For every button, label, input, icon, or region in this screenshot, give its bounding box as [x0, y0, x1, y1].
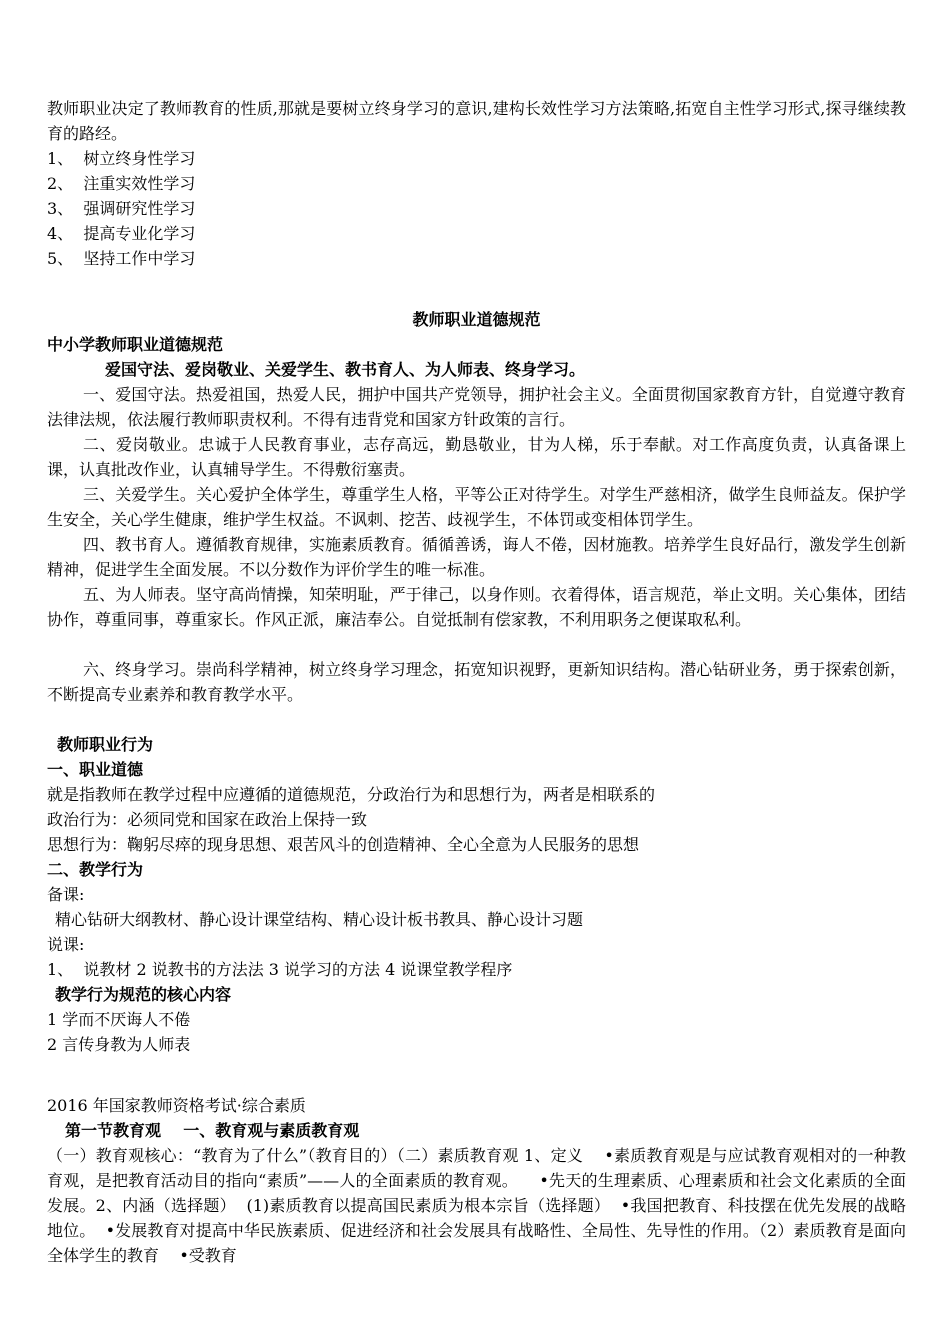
moral-line: 思想行为：鞠躬尽瘁的现身思想、艰苦风斗的创造精神、全心全意为人民服务的思想	[47, 835, 640, 854]
exam-section-heading: 第一节教育观 一、教育观与素质教育观	[65, 1121, 360, 1140]
exam-title: 2016 年国家教师资格考试·综合素质	[47, 1096, 306, 1115]
ethics-title: 教师职业道德规范	[412, 310, 541, 329]
core-item: 2 言传身教为人师表	[47, 1035, 191, 1054]
ethics-section: 一、爱国守法。热爱祖国，热爱人民，拥护中国共产党领导，拥护社会主义。全面贯彻国家教育方针，自觉遵守教育法律法规，依法履行教师职责权利。不得有违背党和国家方针政策的言行。	[47, 385, 906, 429]
moral-line: 政治行为：必须同党和国家在政治上保持一致	[47, 810, 368, 829]
moral-line: 就是指教师在教学过程中应遵循的道德规范，分政治行为和思想行为，两者是相联系的	[47, 785, 656, 804]
ethics-summary: 爱国守法、爱岗敬业、关爱学生、教书育人、为人师表、终身学习。	[105, 360, 586, 379]
intro-list-item: 1、 树立终身性学习	[47, 149, 196, 168]
moral-heading: 一、职业道德	[47, 760, 144, 779]
ethics-section: 五、为人师表。坚守高尚情操，知荣明耻，严于律己，以身作则。衣着得体，语言规范，举止文明。关心集体，团结协作，尊重同事，尊重家长。作风正派，廉洁奉公。自觉抵制有偿家教，不利用职务之便谋取私利。	[47, 585, 906, 629]
exam-body: （一）教育观核心：“教育为了什么”（教育目的）（二）素质教育观 1、定义 •素质教育观是与应试教育观相对的一种教育观，是把教育活动目的指向“素质”——人的全面素质的教育观。 •先天的生理素质、心理素质和社会文化素质的全面发展。2、内涵（选择题） (1)素质教育以提高国民素质为根本宗旨（选择题） •我国把教育、科技摆在优先发展的战略地位。 •发展教育对提高中华民族素质、促进经济和社会发展具有战略性、全局性、先导性的作用。（2）素质教育是面向全体学生的教育 •受教育	[47, 1146, 906, 1265]
prep-content: 精心钻研大纲教材、静心设计课堂结构、精心设计板书教具、静心设计习题	[55, 910, 584, 929]
teaching-heading: 二、教学行为	[47, 860, 144, 879]
intro-list-item: 3、 强调研究性学习	[47, 199, 196, 218]
ethics-subtitle: 中小学教师职业道德规范	[47, 335, 224, 354]
behavior-title: 教师职业行为	[57, 735, 154, 754]
core-item: 1 学而不厌诲人不倦	[47, 1010, 191, 1029]
ethics-section: 四、教书育人。遵循教育规律，实施素质教育。循循善诱，诲人不倦，因材施教。培养学生良好品行，激发学生创新精神，促进学生全面发展。不以分数作为评价学生的唯一标准。	[47, 535, 906, 579]
intro-list-item: 4、 提高专业化学习	[47, 224, 196, 243]
spacer	[47, 632, 906, 657]
intro-list-item: 5、 坚持工作中学习	[47, 249, 196, 268]
talk-content: 1、 说教材 2 说教书的方法法 3 说学习的方法 4 说课堂教学程序	[47, 960, 513, 979]
ethics-section: 三、关爱学生。关心爱护全体学生，尊重学生人格，平等公正对待学生。对学生严慈相济，做学生良师益友。保护学生安全，关心学生健康，维护学生权益。不讽刺、挖苦、歧视学生，不体罚或变相体罚学生。	[47, 485, 906, 529]
intro-list-item: 2、 注重实效性学习	[47, 174, 196, 193]
prep-label: 备课:	[47, 885, 85, 904]
ethics-section: 六、终身学习。崇尚科学精神，树立终身学习理念，拓宽知识视野，更新知识结构。潜心钻研业务，勇于探索创新，不断提高专业素养和教育教学水平。	[47, 660, 906, 704]
spacer	[47, 707, 906, 732]
core-heading: 教学行为规范的核心内容	[55, 985, 232, 1004]
talk-label: 说课:	[47, 935, 85, 954]
ethics-section: 二、爱岗敬业。忠诚于人民教育事业，志存高远，勤恳敬业，甘为人梯，乐于奉献。对工作高度负责，认真备课上课，认真批改作业，认真辅导学生。不得敷衍塞责。	[47, 435, 906, 479]
spacer	[47, 271, 906, 307]
intro-paragraph: 教师职业决定了教师教育的性质,那就是要树立终身学习的意识,建构长效性学习方法策略,拓宽自主性学习形式,探寻继续教育的路经。	[47, 99, 906, 143]
spacer	[47, 1057, 906, 1093]
